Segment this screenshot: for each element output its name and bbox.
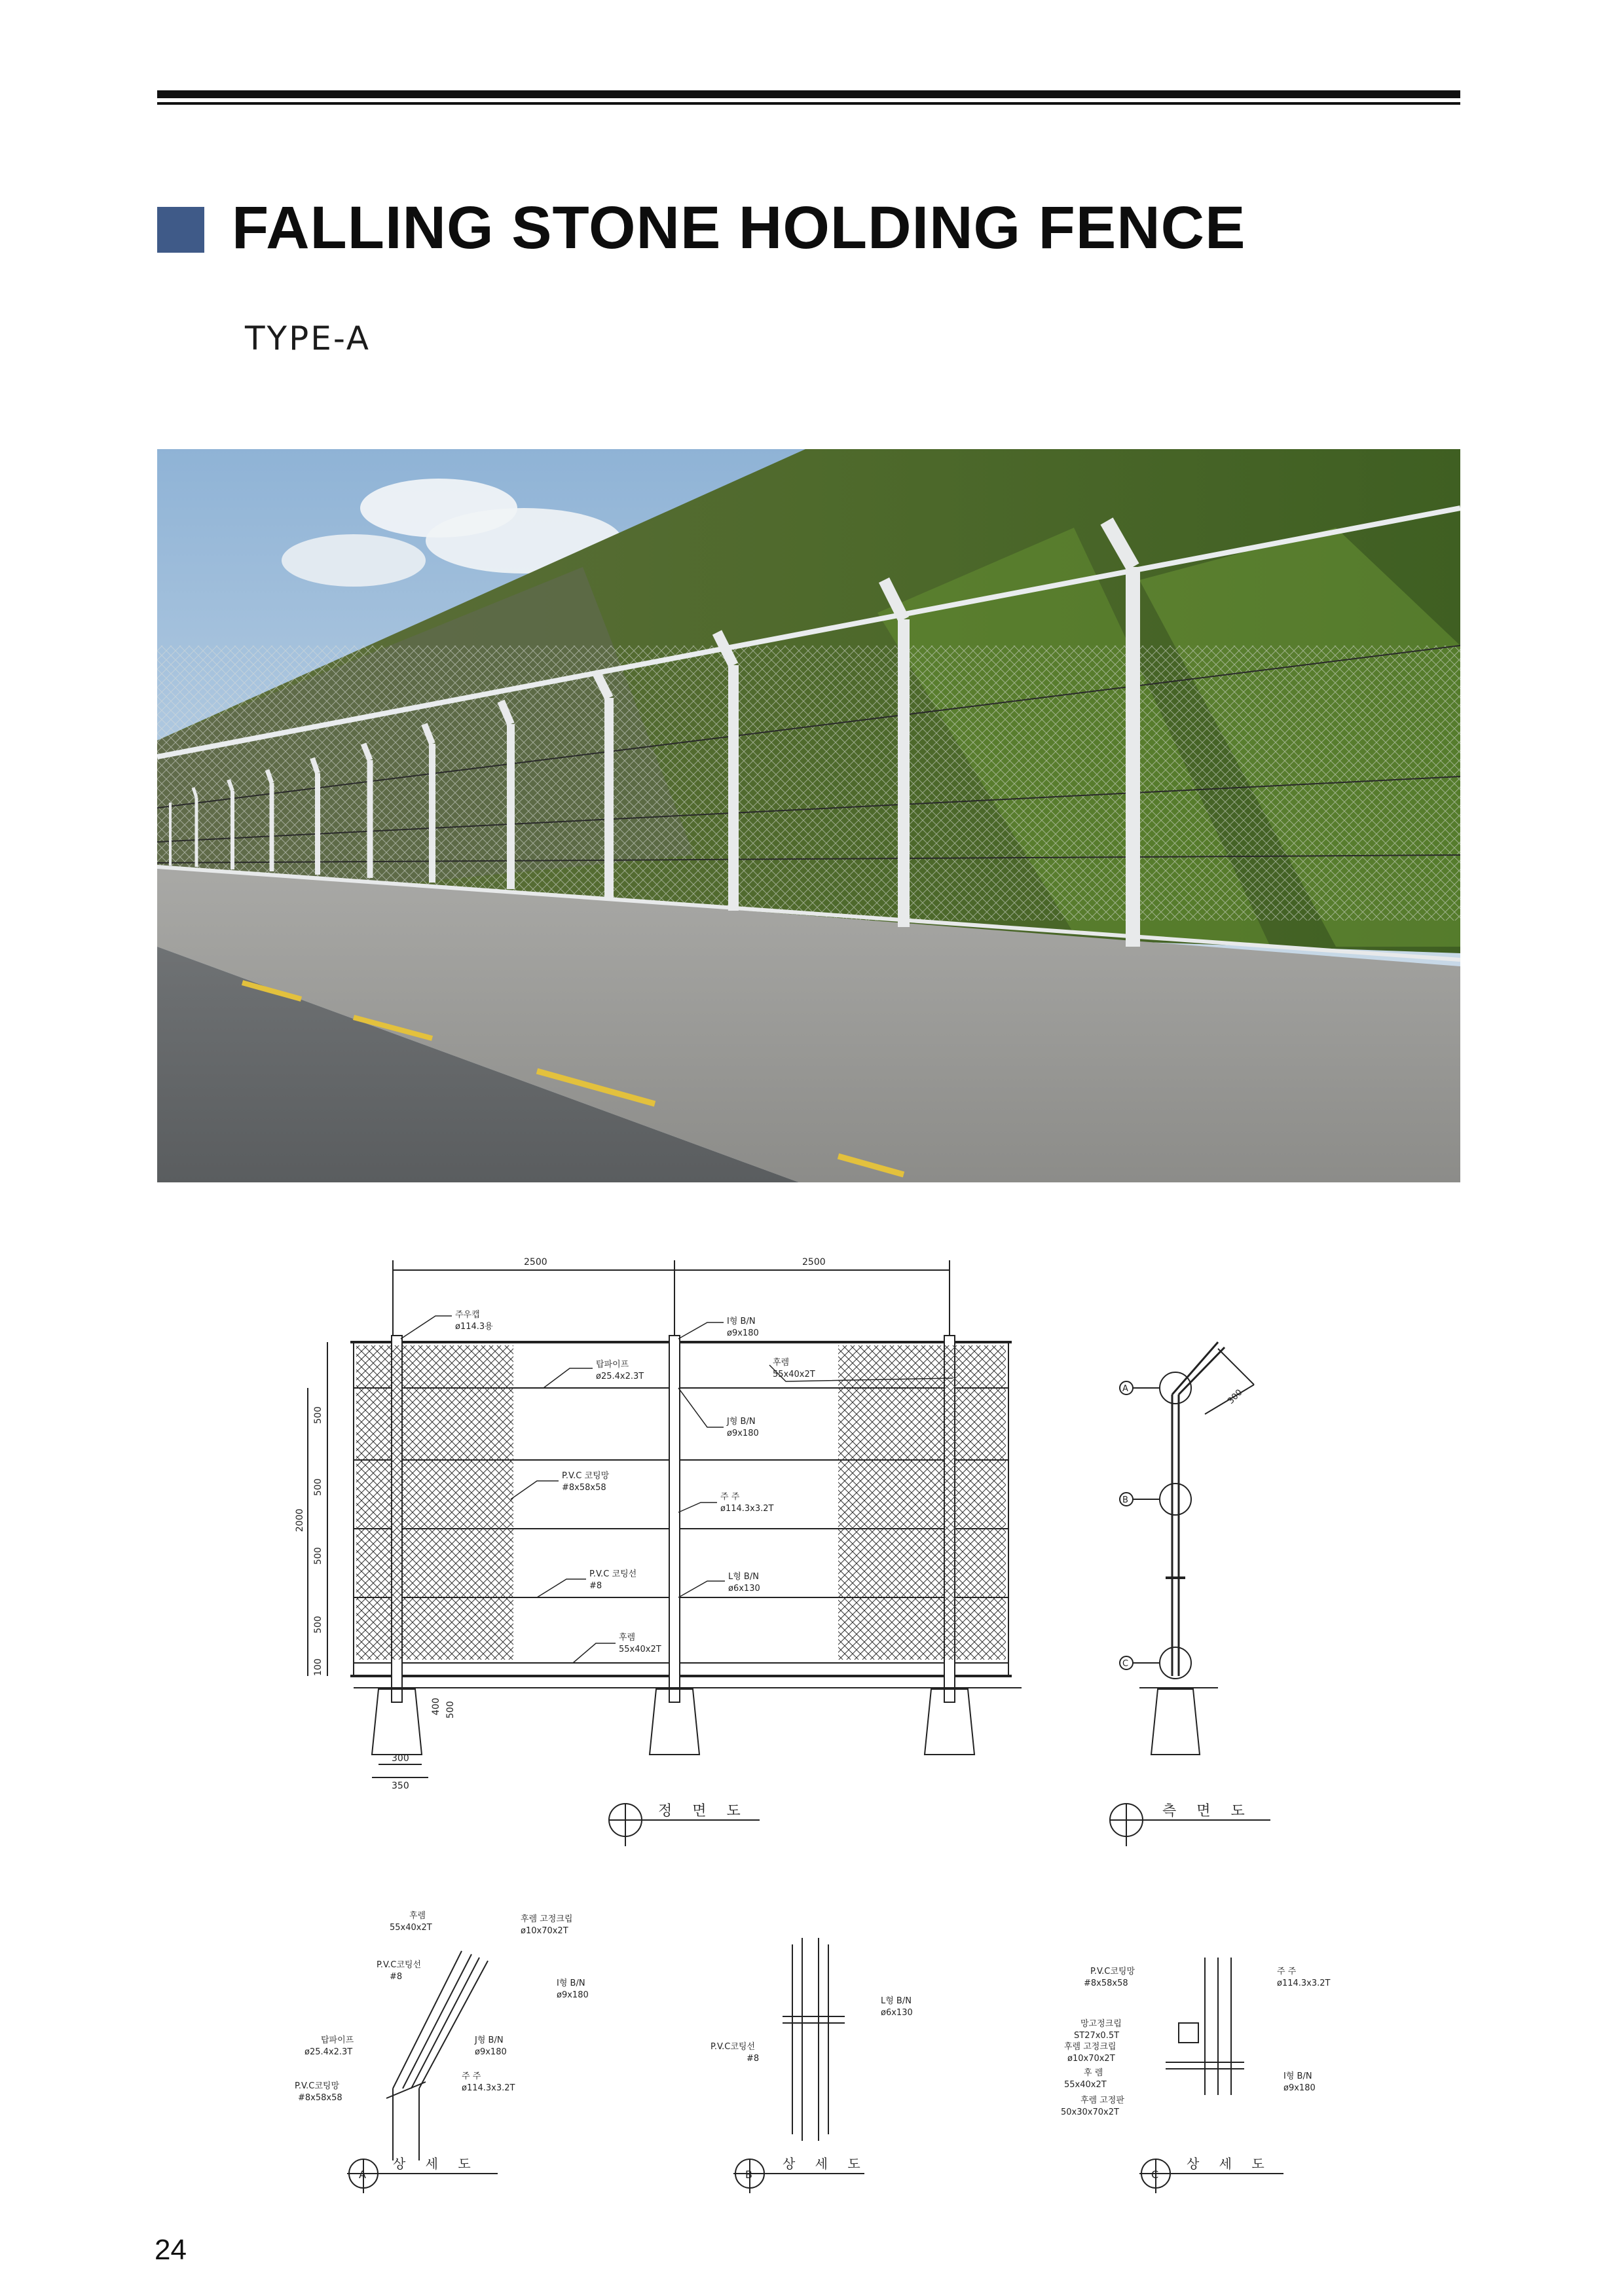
detail-c-frame-clip-name: 후렘 고정크립 [1064, 2042, 1116, 2052]
dim-span-right: 2500 [802, 1257, 826, 1267]
callout-pvc-wire-spec: #8 [589, 1581, 602, 1591]
callout-top-pipe-spec: ø25.4x2.3T [596, 1372, 644, 1381]
detail-b-pvc-wire-name: P.V.C코팅선 [710, 2042, 756, 2052]
detail-a-frame-clip-spec: ø10x70x2T [521, 1926, 568, 1936]
detail-a-callouts [295, 1910, 589, 2103]
callout-post-spec: ø114.3x3.2T [720, 1504, 774, 1514]
dim-row-4: 500 [313, 1616, 323, 1633]
callout-ibn-name: I형 B/N [727, 1317, 756, 1326]
dim-footing-width-1: 300 [392, 1753, 409, 1764]
detail-a-ibn-name: I형 B/N [557, 1978, 585, 1988]
detail-b-lbn-spec: ø6x130 [881, 2008, 913, 2018]
callout-pvc-mesh-name: P.V.C 코팅망 [562, 1471, 610, 1481]
callout-post-cap-spec: ø114.3용 [455, 1322, 493, 1332]
dim-row-1: 500 [313, 1406, 323, 1424]
detail-c-frame-plate-name: 후렘 고정판 [1080, 2096, 1124, 2105]
detail-a-frame-clip-name: 후렘 고정크립 [521, 1914, 573, 1924]
detail-a-pvc-mesh-spec: #8x58x58 [298, 2093, 342, 2103]
detail-c-ibn-spec: ø9x180 [1283, 2083, 1316, 2093]
callout-lbn-name: L형 B/N [728, 1572, 759, 1582]
dim-footing-width-2: 350 [392, 1781, 409, 1791]
page-subtitle: TYPE-A [245, 319, 371, 357]
detail-c-mesh-clip-name: 망고정크립 [1080, 2019, 1122, 2029]
detail-c-ibn-name: I형 B/N [1283, 2071, 1312, 2081]
callout-top-pipe-name: 탑파이프 [596, 1360, 629, 1370]
detail-c-callouts [1061, 1966, 1331, 2117]
detail-b-marker: B [745, 2168, 752, 2181]
front-view-caption-text: 정 면 도 [658, 1803, 748, 1819]
detail-a-post-name: 주 주 [462, 2071, 481, 2081]
callout-jbn-spec: ø9x180 [727, 1429, 759, 1438]
detail-a-marker: A [359, 2168, 366, 2181]
callout-pvc-mesh-spec: #8x58x58 [562, 1483, 606, 1493]
dim-footing-depth-2: 500 [445, 1701, 456, 1719]
detail-a-post-spec: ø114.3x3.2T [462, 2083, 515, 2093]
front-view-caption [658, 1803, 748, 1819]
mesh-panel-right [838, 1345, 1006, 1660]
detail-c-frame-name: 후 렘 [1084, 2068, 1103, 2078]
detail-c-post-spec: ø114.3x3.2T [1277, 1978, 1331, 1988]
callout-frame-top-spec: 55x40x2T [773, 1370, 815, 1379]
side-view-caption-text: 측 면 도 [1162, 1803, 1253, 1819]
callout-post-cap-name: 주우캡 [455, 1310, 480, 1320]
side-marker-c: C [1122, 1659, 1129, 1669]
dim-base: 100 [313, 1658, 323, 1676]
detail-c-mesh-clip-spec: ST27x0.5T [1074, 2031, 1120, 2041]
callout-jbn-name: J형 B/N [727, 1417, 756, 1427]
detail-a-pvc-mesh-name: P.V.C코팅망 [295, 2081, 340, 2091]
detail-c-caption-text: 상 세 도 [1187, 2156, 1272, 2172]
side-marker-b: B [1122, 1495, 1128, 1505]
side-view-labels [1122, 1384, 1244, 1669]
side-marker-a: A [1122, 1384, 1128, 1394]
detail-a-jbn-spec: ø9x180 [475, 2047, 507, 2057]
dim-footing-depth-1: 400 [431, 1698, 441, 1715]
detail-a-pvc-wire-spec: #8 [390, 1972, 403, 1982]
detail-c-marker: C [1151, 2168, 1159, 2181]
page-title: FALLING STONE HOLDING FENCE [232, 194, 1246, 261]
detail-a-top-pipe-name: 탑파이프 [321, 2035, 354, 2045]
detail-c-frame-plate-spec: 50x30x70x2T [1061, 2107, 1119, 2117]
dim-span-left: 2500 [524, 1257, 547, 1267]
mesh-panel-left [356, 1345, 513, 1660]
side-view-drawing [1110, 1342, 1270, 1846]
detail-c-pvc-mesh-name: P.V.C코팅망 [1090, 1967, 1135, 1977]
dim-height-total: 2000 [295, 1508, 305, 1532]
detail-a-jbn-name: J형 B/N [475, 2035, 504, 2045]
dim-row-2: 500 [313, 1478, 323, 1496]
detail-c-post-name: 주 주 [1277, 1967, 1297, 1977]
callout-post-name: 주 주 [720, 1492, 740, 1502]
detail-b-caption-text: 상 세 도 [783, 2156, 868, 2172]
callout-frame-top-name: 후렘 [773, 1358, 790, 1368]
callout-pvc-wire-name: P.V.C 코팅선 [589, 1569, 637, 1579]
callout-frame-bottom-spec: 55x40x2T [619, 1645, 661, 1654]
detail-c-pvc-mesh-spec: #8x58x58 [1084, 1978, 1128, 1988]
side-dimension: 300 [1226, 1387, 1245, 1406]
detail-b-pvc-wire-spec: #8 [747, 2054, 760, 2064]
detail-a-ibn-spec: ø9x180 [557, 1990, 589, 2000]
detail-b-lbn-name: L형 B/N [881, 1996, 912, 2006]
detail-a-frame-name: 후렘 [409, 1911, 426, 1921]
callout-ibn-spec: ø9x180 [727, 1328, 759, 1338]
detail-a-pvc-wire-name: P.V.C코팅선 [377, 1960, 422, 1970]
callout-frame-bottom-name: 후렘 [619, 1633, 636, 1643]
detail-c-frame-spec: 55x40x2T [1064, 2080, 1107, 2090]
detail-a-top-pipe-spec: ø25.4x2.3T [304, 2047, 353, 2057]
detail-b-callouts [710, 1995, 913, 2064]
detail-a-caption-text: 상 세 도 [393, 2156, 479, 2172]
detail-a-frame-spec: 55x40x2T [390, 1923, 432, 1933]
dim-row-3: 500 [313, 1547, 323, 1565]
page-number: 24 [155, 2234, 187, 2266]
callout-lbn-spec: ø6x130 [728, 1584, 760, 1594]
detail-c-frame-clip-spec: ø10x70x2T [1067, 2054, 1115, 2064]
side-view-caption [1162, 1803, 1253, 1819]
detail-b-drawing [733, 1938, 864, 2193]
